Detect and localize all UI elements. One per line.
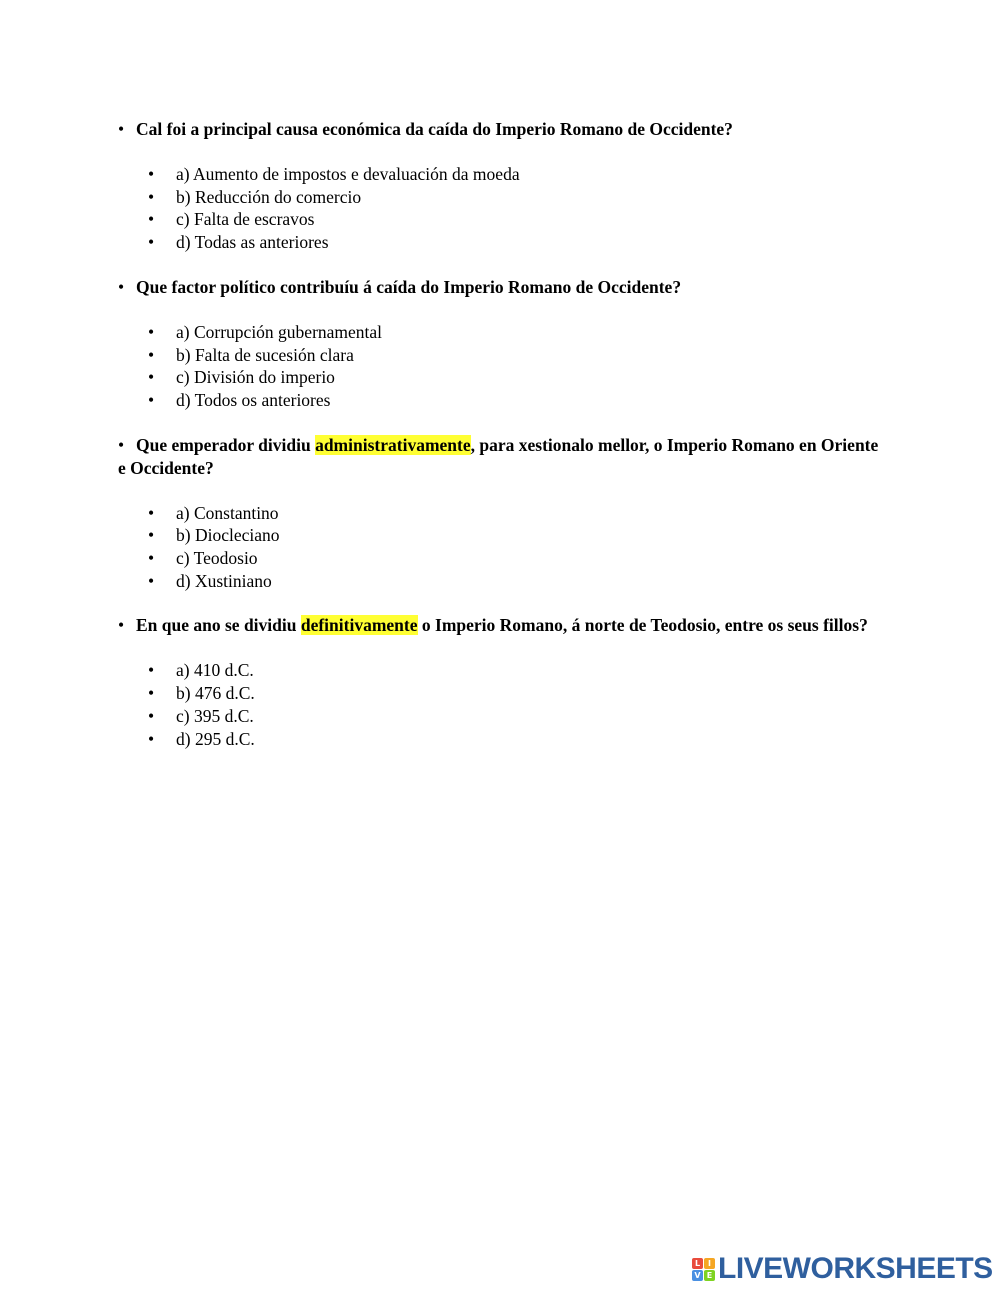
question-4-highlight: definitivamente — [300, 615, 418, 636]
option-1c[interactable]: • c) Falta de escravos — [118, 208, 888, 231]
worksheet — [118, 118, 888, 772]
question-4-text-before: En que ano se dividiu — [136, 615, 301, 636]
option-3c[interactable]: • c) Teodosio — [118, 547, 888, 570]
question-3-text-after: , para xestionalo mellor, o Imperio Romano en Oriente e Occidente? — [118, 434, 879, 478]
question-bullet: • — [118, 119, 125, 139]
option-2b[interactable]: • b) Falta de sucesión clara — [118, 344, 888, 367]
question-3-highlight: administrativamente — [315, 434, 471, 455]
question-2-text: Que factor político contribuíu á caída do Imperio Romano de Occidente? — [136, 276, 682, 297]
question-1-text: Cal foi a principal causa económica da caída do Imperio Romano de Occidente? — [136, 119, 733, 139]
logo-mark-cell: E — [704, 1270, 715, 1281]
question-4-options — [118, 659, 888, 750]
question-2-options — [118, 321, 888, 412]
option-4c[interactable]: • c) 395 d.C. — [118, 705, 888, 728]
option-4b[interactable]: • b) 476 d.C. — [118, 682, 888, 705]
logo-mark-icon — [692, 1258, 715, 1281]
option-2a[interactable]: • a) Corrupción gubernamental — [118, 321, 888, 344]
option-4d[interactable]: • d) 295 d.C. — [118, 728, 888, 751]
option-1a[interactable]: • a) Aumento de impostos e devaluación da moeda — [118, 163, 888, 186]
option-2d[interactable]: • d) Todos os anteriores — [118, 389, 888, 412]
question-4-text-after: o Imperio Romano, á norte de Teodosio, entre os seus fillos? — [417, 615, 868, 636]
question-1-options — [118, 163, 888, 254]
question-3-text-before: Que emperador dividiu — [136, 434, 316, 455]
question-bullet: • — [118, 434, 125, 455]
question-4 — [118, 614, 888, 637]
logo-mark-cell: L — [692, 1258, 703, 1269]
question-1 — [118, 118, 888, 141]
question-bullet: • — [118, 615, 125, 636]
option-3a[interactable]: • a) Constantino — [118, 502, 888, 525]
option-2c[interactable]: • c) División do imperio — [118, 366, 888, 389]
logo-mark-cell: V — [692, 1270, 703, 1281]
logo-text: LIVEWORKSHEETS — [718, 1252, 993, 1285]
question-2 — [118, 276, 888, 299]
logo-mark-cell: I — [704, 1258, 715, 1269]
option-3b[interactable]: • b) Diocleciano — [118, 524, 888, 547]
option-1b[interactable]: • b) Reducción do comercio — [118, 186, 888, 209]
question-3 — [118, 434, 888, 480]
question-bullet: • — [118, 276, 125, 297]
option-1d[interactable]: • d) Todas as anteriores — [118, 231, 888, 254]
question-3-options — [118, 502, 888, 593]
option-3d[interactable]: • d) Xustiniano — [118, 570, 888, 593]
liveworksheets-logo — [692, 1253, 993, 1285]
option-4a[interactable]: • a) 410 d.C. — [118, 659, 888, 682]
